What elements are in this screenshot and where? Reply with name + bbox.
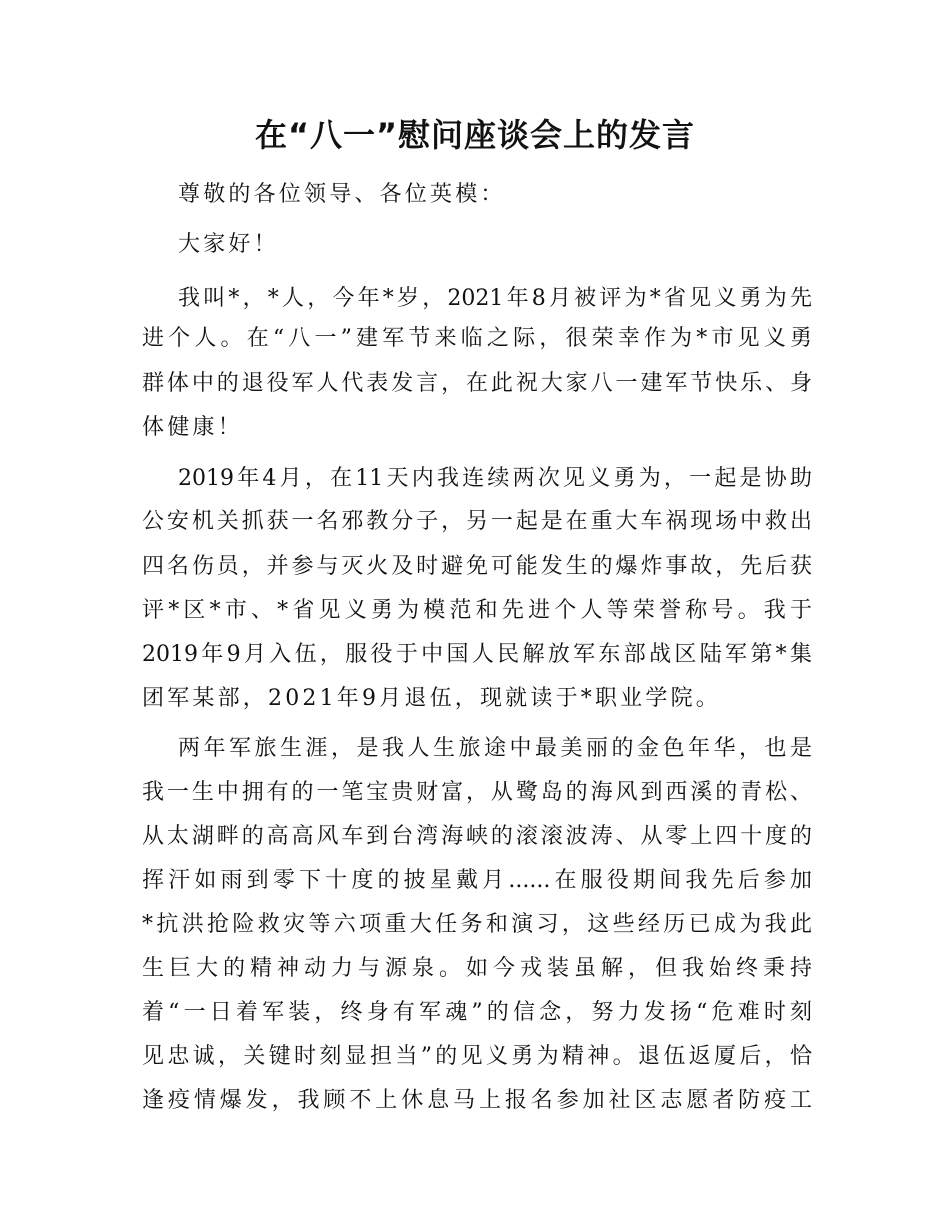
- paragraph-1-line: 进个人。在“八一”建军节来临之际，很荣幸作为*市见义勇: [142, 326, 812, 351]
- hello-line: 大家好！: [178, 232, 279, 257]
- greeting-line: 尊敬的各位领导、各位英模：: [178, 182, 506, 207]
- paragraph-3-line: 见忠诚，关键时刻显担当”的见义勇为精神。退伍返厦后，恰: [142, 1044, 812, 1069]
- paragraph-3-line: 两年军旅生涯，是我人生旅途中最美丽的金色年华，也是: [178, 736, 812, 761]
- paragraph-2-line: 2019年9月入伍，服役于中国人民解放军东部战区陆军第*集: [142, 642, 812, 667]
- paragraph-3-line: 我一生中拥有的一笔宝贵财富，从鹭岛的海风到西溪的青松、: [142, 780, 812, 805]
- paragraph-2-line: 四名伤员，并参与灭火及时避免可能发生的爆炸事故，先后获: [142, 554, 812, 579]
- paragraph-2-line: 2019年4月，在11天内我连续两次见义勇为，一起是协助: [178, 466, 812, 491]
- document-title: 在“八一”慰问座谈会上的发言: [254, 116, 696, 154]
- paragraph-2-line: 评*区*市、*省见义勇为模范和先进个人等荣誉称号。我于: [142, 598, 812, 623]
- paragraph-3-line: 从太湖畔的高高风车到台湾海峡的滚滚波涛、从零上四十度的: [142, 824, 812, 849]
- paragraph-3-line: *抗洪抢险救灾等六项重大任务和演习，这些经历已成为我此: [142, 912, 812, 937]
- paragraph-1-line: 群体中的退役军人代表发言，在此祝大家八一建军节快乐、身: [142, 371, 812, 396]
- paragraph-3-line: 逢疫情爆发，我顾不上休息马上报名参加社区志愿者防疫工: [142, 1088, 812, 1113]
- paragraph-1-line: 我叫*，*人，今年*岁，2021年8月被评为*省见义勇为先: [178, 286, 812, 311]
- paragraph-2-line: 公安机关抓获一名邪教分子，另一起是在重大车祸现场中救出: [142, 509, 812, 534]
- paragraph-3-line: 挥汗如雨到零下十度的披星戴月......在服役期间我先后参加: [142, 868, 812, 893]
- paragraph-1-line: 体健康！: [142, 415, 243, 440]
- paragraph-3-line: 着“一日着军装，终身有军魂”的信念，努力发扬“危难时刻: [142, 1000, 812, 1025]
- paragraph-2-line: 团军某部，2021年9月退伍，现就读于*职业学院。: [142, 686, 721, 711]
- paragraph-3-line: 生巨大的精神动力与源泉。如今戎装虽解，但我始终秉持: [142, 956, 812, 981]
